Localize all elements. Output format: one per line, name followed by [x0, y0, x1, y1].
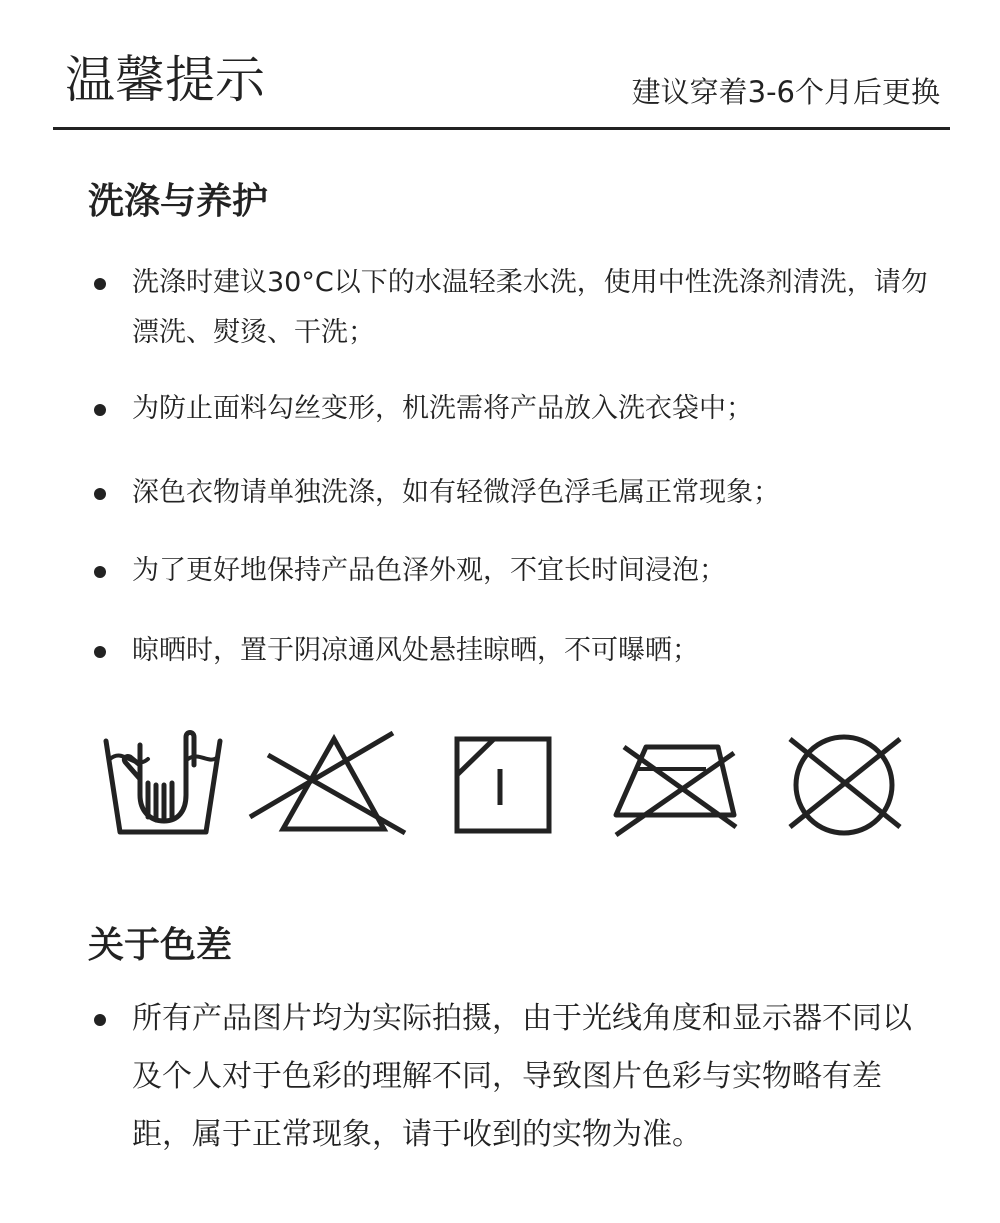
care-item-drying: 晾晒时，置于阴凉通风处悬挂晾晒，不可曝晒； [92, 626, 932, 676]
hand-wash-icon [100, 725, 228, 845]
care-item-no-soak: 为了更好地保持产品色泽外观，不宜长时间浸泡； [92, 546, 932, 596]
color-section-title: 关于色差 [88, 925, 233, 966]
care-symbols [100, 725, 910, 845]
header [53, 0, 950, 130]
care-item-dark-colors: 深色衣物请单独洗涤，如有轻微浮色浮毛属正常现象； [92, 468, 932, 518]
no-dry-clean-icon [784, 725, 908, 845]
no-bleach-icon [248, 725, 408, 845]
page-title: 温馨提示 [65, 51, 265, 109]
care-section-title: 洗涤与养护 [88, 181, 269, 222]
care-item-laundry-bag: 为防止面料勾丝变形，机洗需将产品放入洗衣袋中； [92, 384, 932, 434]
care-item-temperature: 洗涤时建议30°C以下的水温轻柔水洗，使用中性洗涤剂清洗，请勿漂洗、熨烫、干洗； [92, 258, 932, 358]
no-iron-icon [608, 725, 742, 845]
line-dry-icon [452, 725, 556, 845]
replacement-note: 建议穿着3-6个月后更换 [631, 75, 940, 109]
color-item-disclaimer: 所有产品图片均为实际拍摄，由于光线角度和显示器不同以及个人对于色彩的理解不同，导致图片色彩与实物略有差距，属于正常现象，请于收到的实物为准。 [92, 990, 932, 1164]
